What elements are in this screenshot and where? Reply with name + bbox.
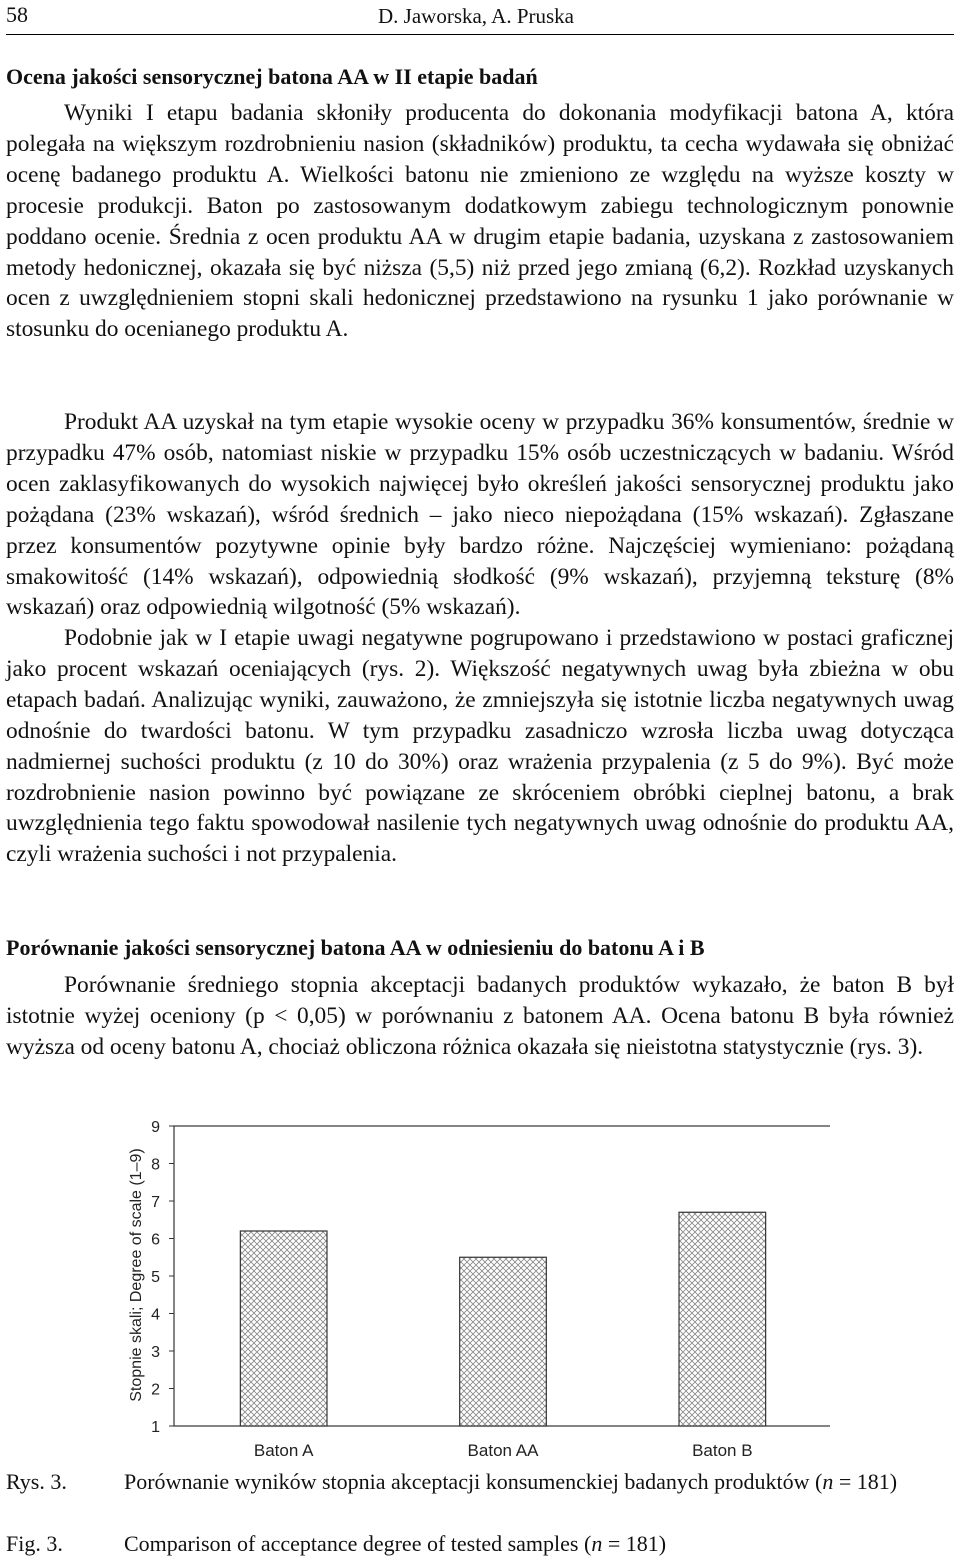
- bar-baton-a: [240, 1231, 327, 1426]
- paragraph-2: [6, 407, 954, 623]
- y-tick-label: 2: [151, 1381, 160, 1399]
- paragraph-1: [6, 98, 954, 345]
- paragraph-2-text: Produkt AA uzyskał na tym etapie wysokie oceny w przypadku 36% konsumentów, średnie w przypadku 47% osób, natomiast niskie w przypadku 15% osób uczestniczących w badaniu. Wśród ocen zaklasyfikowanych do wysokich najwięcej było określeń jakości sensorycznej produktu jako pożądana (23% wskazań), wśród średnich – jako nieco niepożądana (15% wskazań). Zgłaszane przez konsumentów pozytywne opinie były bardzo różne. Najczęściej wymieniano: pożądaną smakowitość (14% wskazań), odpowiednią słodkość (9% wskazań), przyjemną teksturę (8% wskazań) oraz odpowiednią wilgotność (5% wskazań).: [6, 409, 954, 621]
- page-header: [6, 0, 954, 35]
- y-axis-label: Stopnie skali; Degree of scale (1–9): [128, 1148, 145, 1402]
- page-number: 58: [6, 2, 28, 27]
- section-title-stage-2: Ocena jakości sensorycznej batona AA w II etapie badań: [6, 64, 538, 89]
- paragraph-3-text: Podobnie jak w I etapie uwagi negatywne pogrupowano i przedstawiono w postaci graficznej jako procent wskazań oceniających (rys. 2). Większość negatywnych uwag była zbieżna w obu etapach badań. Analizując wyniki, zauważono, że zmniejszyła się istotnie liczba negatywnych uwag odnośnie do twardości batonu. W tym przypadku zasadniczo wzrosła liczba uwag dotycząca nadmiernej suchości produktu (z 10 do 30%) oraz wrażenia przypalenia (z 5 do 9%). Być może rozdrobnienie nasion powinno być powiązane ze skróceniem obróbki cieplnej batonu, a brak uwzględnienia tego faktu spowodował nasilenie tych negatywnych uwag odnośnie do produktu AA, czyli wrażenia suchości i not przypalenia.: [6, 625, 954, 868]
- y-tick-label: 9: [151, 1119, 160, 1136]
- caption-pl-n: n: [822, 1469, 834, 1494]
- y-tick-label: 8: [151, 1156, 160, 1174]
- running-head-authors: D. Jaworska, A. Pruska: [378, 4, 574, 28]
- caption-pl-before: Porównanie wyników stopnia akceptacji konsumenckiej badanych produktów (: [124, 1469, 823, 1494]
- paragraph-1-text: Wyniki I etapu badania skłoniły producenta do dokonania modyfikacji batona A, która polegała na większym rozdrobnieniu nasion (składników) produktu, ta cecha wydawała się obniżać ocenę badanego produktu A. Wielkości batonu nie zmieniono ze względu na wyższe koszty w procesie produkcji. Baton po zastosowanym dodatkowym zabiegu technologicznym ponownie poddano ocenie. Średnia z ocen produktu AA w drugim etapie badania, uzyskana z zastosowaniem metody hedonicznej, okazała się być niższa (5,5) niż przed jego zmianą (6,2). Rozkład uzyskanych ocen z uwzględnieniem stopni skali hedonicznej przedstawiono na rysunku 1 jako porównanie w stosunku do ocenianego produktu A.: [6, 100, 954, 343]
- y-tick-label: 7: [151, 1194, 160, 1211]
- caption-pl-after: = 181): [833, 1469, 898, 1494]
- y-tick-label: 4: [151, 1306, 160, 1324]
- caption-text-en: [124, 1529, 954, 1558]
- y-tick-label: 1: [151, 1419, 160, 1436]
- caption-en-n: n: [591, 1531, 603, 1556]
- x-tick-label: Baton AA: [467, 1441, 539, 1460]
- y-tick-label: 3: [151, 1344, 160, 1361]
- bar-baton-b: [679, 1212, 766, 1426]
- y-tick-label: 5: [151, 1269, 160, 1286]
- section-title-comparison: Porównanie jakości sensorycznej batona AA w odniesieniu do batonu A i B: [6, 935, 705, 960]
- y-tick-label: 6: [151, 1231, 160, 1249]
- x-tick-label: Baton A: [253, 1441, 314, 1460]
- bar-baton-aa: [460, 1257, 547, 1426]
- bar-chart: [110, 1103, 830, 1465]
- caption-en-before: Comparison of acceptance degree of tested samples (: [124, 1531, 592, 1556]
- paragraph-4-text: Porównanie średniego stopnia akceptacji badanych produktów wykazało, że baton B był istotnie wyżej oceniony (p < 0,05) w porównaniu z batonem AA. Ocena batonu B była również wyższa od oceny batonu A, chociaż obliczona różnica okazała się nieistotna statystycznie (rys. 3).: [6, 972, 954, 1060]
- caption-text-pl: [124, 1467, 954, 1496]
- paragraph-3: [6, 623, 954, 870]
- caption-label-pl: Rys. 3.: [6, 1469, 67, 1494]
- caption-en-after: = 181): [602, 1531, 667, 1556]
- paragraph-4: [6, 970, 954, 1063]
- x-tick-label: Baton B: [692, 1441, 753, 1460]
- caption-label-en: Fig. 3.: [6, 1531, 63, 1556]
